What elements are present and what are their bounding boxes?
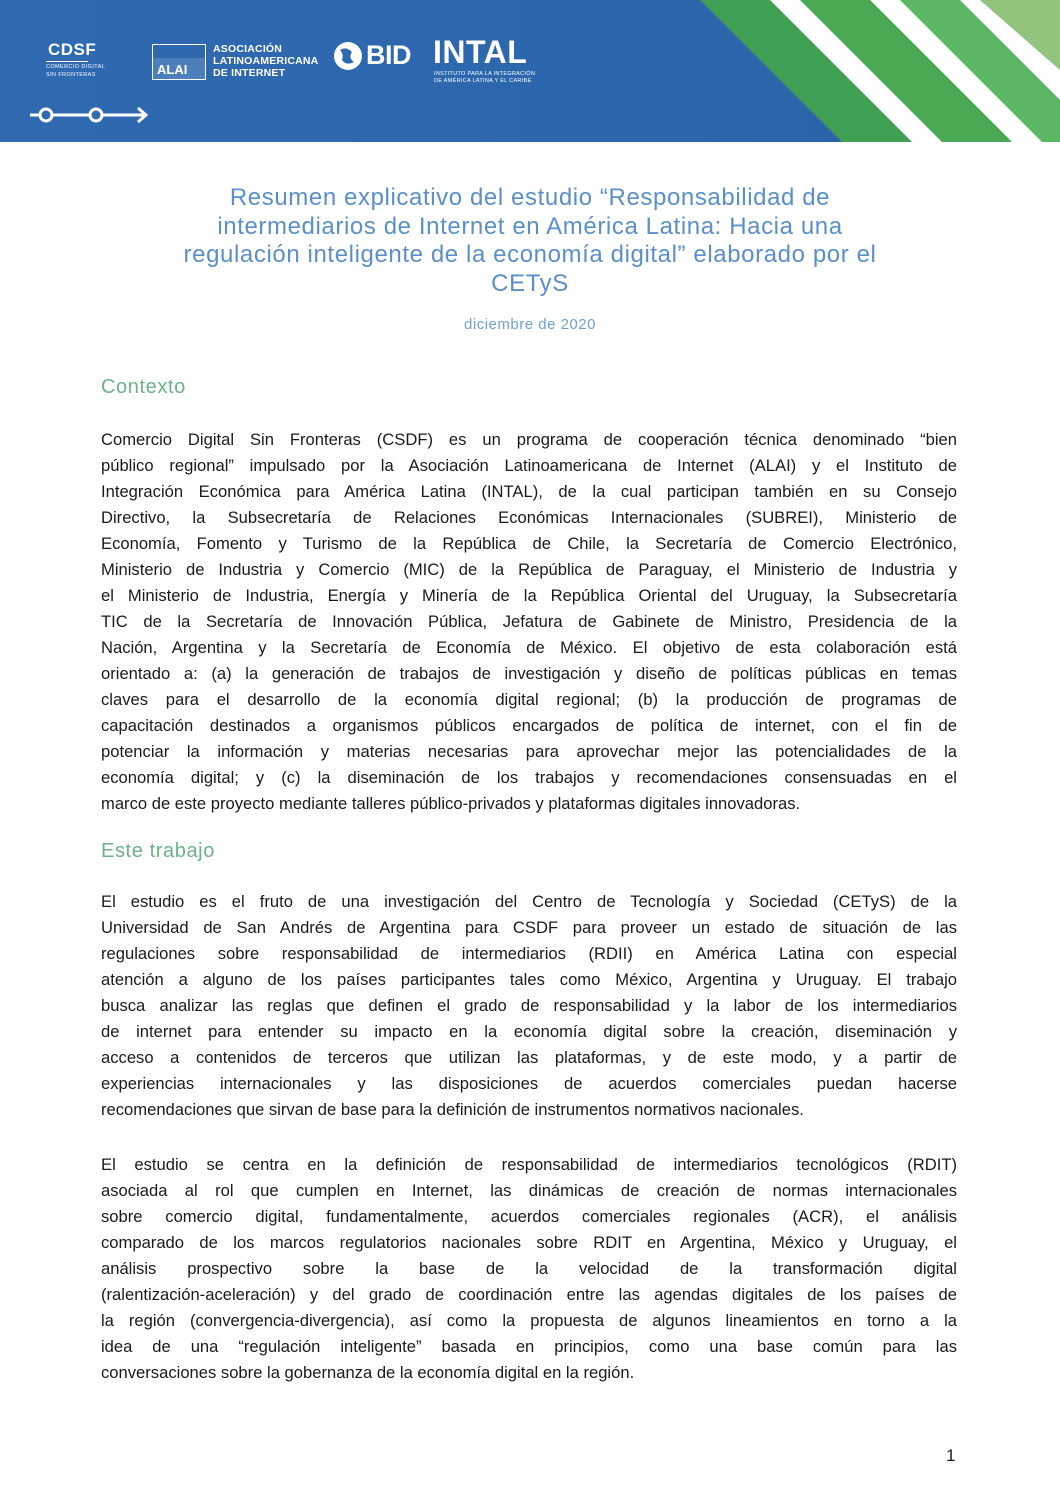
paragraph-line: Nación, Argentina y la Secretaría de Economía de México. El objetivo de esta colaboración está: [101, 638, 957, 657]
section-heading-contexto: Contexto: [101, 376, 186, 398]
intal-logo-text: INTAL: [433, 34, 528, 70]
paragraph-line: público regional” impulsado por la Asociación Latinoamericana de Internet (ALAI) y el Instituto de: [101, 456, 957, 475]
paragraph-line: Economía, Fomento y Turismo de la República de Chile, la Secretaría de Comercio Electrónico,: [101, 534, 957, 553]
alai-logo-line-1: ASOCIACIÓN: [213, 43, 283, 55]
document-title: [80, 184, 980, 298]
paragraph-line: orientado a: (a) la generación de trabajos de investigación y diseño de políticas públicas en temas: [101, 664, 957, 683]
paragraph-line: regulaciones sobre responsabilidad de intermediarios (RDII) en América Latina con especial: [101, 944, 957, 963]
header-banner: [0, 0, 1060, 142]
paragraph-line: TIC de la Secretaría de Innovación Pública, Jefatura de Gabinete de Ministro, Presidencia de la: [101, 612, 957, 631]
paragraph-contexto: [101, 427, 957, 817]
paragraph-line: capacitación destinados a organismos públicos encargados de política de internet, con el fin de: [101, 716, 957, 735]
paragraph-line: claves para el desarrollo de la economía digital regional; (b) la producción de programas de: [101, 690, 957, 709]
paragraph-line: idea de una “regulación inteligente” basada en principios, como una base común para las: [101, 1337, 957, 1356]
paragraph-line: experiencias internacionales y las disposiciones de acuerdos comerciales puedan hacerse: [101, 1074, 957, 1093]
section-heading-este-trabajo: Este trabajo: [101, 840, 215, 862]
alai-logo-line-2: LATINOAMERICANA: [213, 55, 319, 67]
paragraph-line: atención a alguno de los países participantes tales como México, Argentina y Uruguay. El trabajo: [101, 970, 957, 989]
paragraph-line: potenciar la información y materias necesarias para aprovechar mejor las potencialidades de la: [101, 742, 957, 761]
paragraph-este-trabajo-1: [101, 889, 957, 1123]
cdsf-logo-title: CDSF: [48, 40, 97, 59]
cdsf-logo-subtitle-1: COMERCIO DIGITAL: [46, 64, 106, 70]
cdsf-logo-subtitle-2: SIN FRONTERAS: [46, 72, 96, 78]
paragraph-line: sobre comercio digital, fundamentalmente, acuerdos comerciales regionales (ACR), el análisis: [101, 1207, 957, 1226]
paragraph-line: acceso a contenidos de terceros que utilizan las plataformas, y de este modo, y a partir de: [101, 1048, 957, 1067]
paragraph-line: análisis prospectivo sobre la base de la velocidad de la transformación digital: [101, 1259, 957, 1278]
paragraph-line: Ministerio de Industria y Comercio (MIC) de la República de Paraguay, el Ministerio de Industria y: [101, 560, 957, 579]
paragraph-line: recomendaciones que sirvan de base para la definición de instrumentos normativos nacionales.: [101, 1100, 804, 1119]
page-number: 1: [946, 1446, 956, 1465]
title-line: Resumen explicativo del estudio “Responsabilidad de: [229, 184, 831, 211]
paragraph-line: (ralentización-aceleración) y del grado de coordinación entre las agendas digitales de los países de: [101, 1285, 957, 1304]
title-line: intermediarios de Internet en América Latina: Hacia una: [217, 212, 843, 240]
paragraph-line: la región (convergencia-divergencia), así como la propuesta de algunos lineamientos en torno a la: [101, 1311, 957, 1330]
paragraph-line: comparado de los marcos regulatorios nacionales sobre RDIT en Argentina, México y Uruguay, el: [101, 1233, 957, 1252]
alai-logo-text: ALAI: [157, 62, 188, 77]
document-date: diciembre de 2020: [464, 316, 596, 333]
paragraph-line: conversaciones sobre la gobernanza de la economía digital en la región.: [101, 1363, 635, 1382]
paragraph-line: de internet para entender su impacto en la economía digital sobre la creación, diseminación y: [101, 1022, 957, 1041]
paragraph-line: marco de este proyecto mediante talleres público-privados y plataformas digitales innovadoras.: [101, 794, 801, 813]
cdsf-logo-divider: [46, 61, 88, 62]
bid-globe-icon: [332, 40, 366, 72]
paragraph-este-trabajo-2: [101, 1152, 957, 1386]
alai-logo-line-3: DE INTERNET: [213, 67, 286, 79]
paragraph-line: Comercio Digital Sin Fronteras (CSDF) es un programa de cooperación técnica denominado “bien: [101, 430, 957, 449]
paragraph-line: El estudio se centra en la definición de responsabilidad de intermediarios tecnológicos (RDIT): [101, 1155, 957, 1174]
paragraph-line: busca analizar las reglas que definen el grado de responsabilidad y la labor de los intermediarios: [101, 996, 957, 1015]
title-line: regulación inteligente de la economía digital” elaborado por el: [183, 241, 877, 268]
paragraph-line: Directivo, la Subsecretaría de Relaciones Económicas Internacionales (SUBREI), Ministerio de: [101, 508, 957, 527]
title-line: CETyS: [491, 269, 569, 297]
paragraph-line: economía digital; y (c) la diseminación de los trabajos y recomendaciones consensuadas en el: [101, 768, 957, 787]
intal-logo-subtitle-1: INSTITUTO PARA LA INTEGRACIÓN: [434, 71, 536, 77]
paragraph-line: Universidad de San Andrés de Argentina para CSDF para proveer un estado de situación de las: [101, 918, 957, 937]
paragraph-line: El estudio es el fruto de una investigación del Centro de Tecnología y Sociedad (CETyS) de la: [101, 892, 957, 911]
paragraph-line: el Ministerio de Industria, Energía y Minería de la República Oriental del Uruguay, la Subsecretaría: [101, 586, 957, 605]
intal-logo-subtitle-2: DE AMÉRICA LATINA Y EL CARIBE: [434, 78, 532, 84]
bid-logo-text: BID: [366, 40, 411, 70]
paragraph-line: asociada al rol que cumplen en Internet, las dinámicas de creación de normas internacionales: [101, 1181, 957, 1200]
paragraph-line: Integración Económica para América Latina (INTAL), de la cual participan también en su Consejo: [101, 482, 957, 501]
